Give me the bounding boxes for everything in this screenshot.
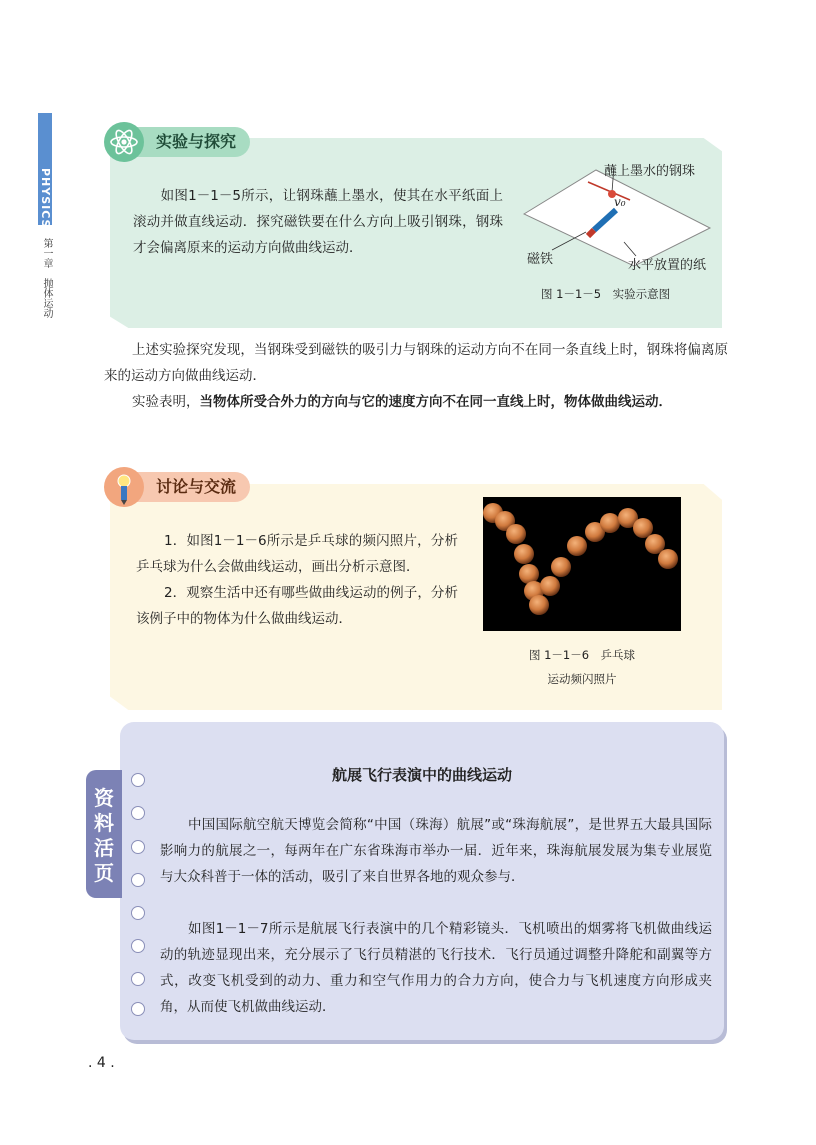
- conclusion-prefix: 实验表明，: [132, 394, 200, 410]
- lightbulb-pencil-icon: [104, 467, 144, 507]
- binder-ring: [131, 972, 145, 986]
- conclusion-bold: 当物体所受合外力的方向与它的速度方向不在同一直线上时，物体做曲线运动．: [199, 394, 672, 410]
- page-number: . 4 .: [88, 1055, 115, 1071]
- subject-label: PHYSICS: [39, 168, 52, 229]
- experiment-text: 如图1－1－5所示，让钢珠蘸上墨水，使其在水平纸面上滚动并做直线运动．探究磁铁要在什么方向上吸引钢珠，钢珠才会偏离原来的运动方向做曲线运动．: [133, 188, 503, 256]
- binder-ring: [131, 906, 145, 920]
- binder-ring: [131, 873, 145, 887]
- info-paragraph-1: 中国国际航空航天博览会简称“中国（珠海）航展”或“珠海航展”，是世界五大最具国际影响力的航展之一，每两年在广东省珠海市举办一届．近年来，珠海航展发展为集专业展览与大众科普于一体的活动，吸引了来自世界各地的观众参与．: [160, 817, 712, 885]
- discussion-items: [136, 528, 458, 632]
- figure-caption-1-1-6: [483, 643, 681, 691]
- pingpong-photo: [483, 497, 681, 631]
- info-title: 航展飞行表演中的曲线运动: [331, 766, 512, 784]
- caption-line-1: 图 1－1－6 乒乓球: [528, 648, 636, 662]
- discussion-badge: 讨论与交流: [112, 472, 250, 502]
- experiment-badge: 实验与探究: [112, 127, 250, 157]
- binder-ring: [131, 939, 145, 953]
- magnet-red: [588, 230, 594, 236]
- paragraph-conclusion: [104, 389, 728, 415]
- discussion-item-1: 1．如图1－1－6所示是乒乓球的频闪照片，分析乒乓球为什么会做曲线运动，画出分析示意图．: [136, 533, 458, 575]
- paragraph-result: 上述实验探究发现，当钢珠受到磁铁的吸引力与钢珠的运动方向不在同一条直线上时，钢珠将偏离原来的运动方向做曲线运动．: [104, 342, 728, 384]
- figure-label-magnet: 磁铁: [527, 252, 554, 267]
- binder-ring: [131, 1002, 145, 1016]
- chapter-label: 第一章 抛体运动: [41, 238, 52, 318]
- binder-ring: [131, 806, 145, 820]
- figure-label-velocity: v₀: [614, 195, 626, 209]
- caption-line-2: 运动频闪照片: [547, 672, 617, 686]
- info-paragraph-2: 如图1－1－7所示是航展飞行表演中的几个精彩镜头．飞机喷出的烟雾将飞机做曲线运动的轨迹显现出来，充分展示了飞行员精湛的飞行技术．飞行员通过调整升降舵和副翼等方式，改变飞机受到的动力、重力和空气作用力的合力方向，使合力与飞机速度方向形成夹角，从而使飞机做曲线运动．: [160, 921, 712, 1015]
- figure-label-ball: 蘸上墨水的钢珠: [604, 164, 696, 179]
- info-tab-label: 资料活页: [94, 786, 114, 885]
- figure-caption-1-1-5: 图 1－1－5 实验示意图: [541, 287, 671, 301]
- figure-label-paper: 水平放置的纸: [628, 258, 707, 273]
- binder-ring: [131, 840, 145, 854]
- discussion-item-2: 2．观察生活中还有哪些做曲线运动的例子，分析该例子中的物体为什么做曲线运动．: [136, 585, 458, 627]
- atom-icon: [104, 122, 144, 162]
